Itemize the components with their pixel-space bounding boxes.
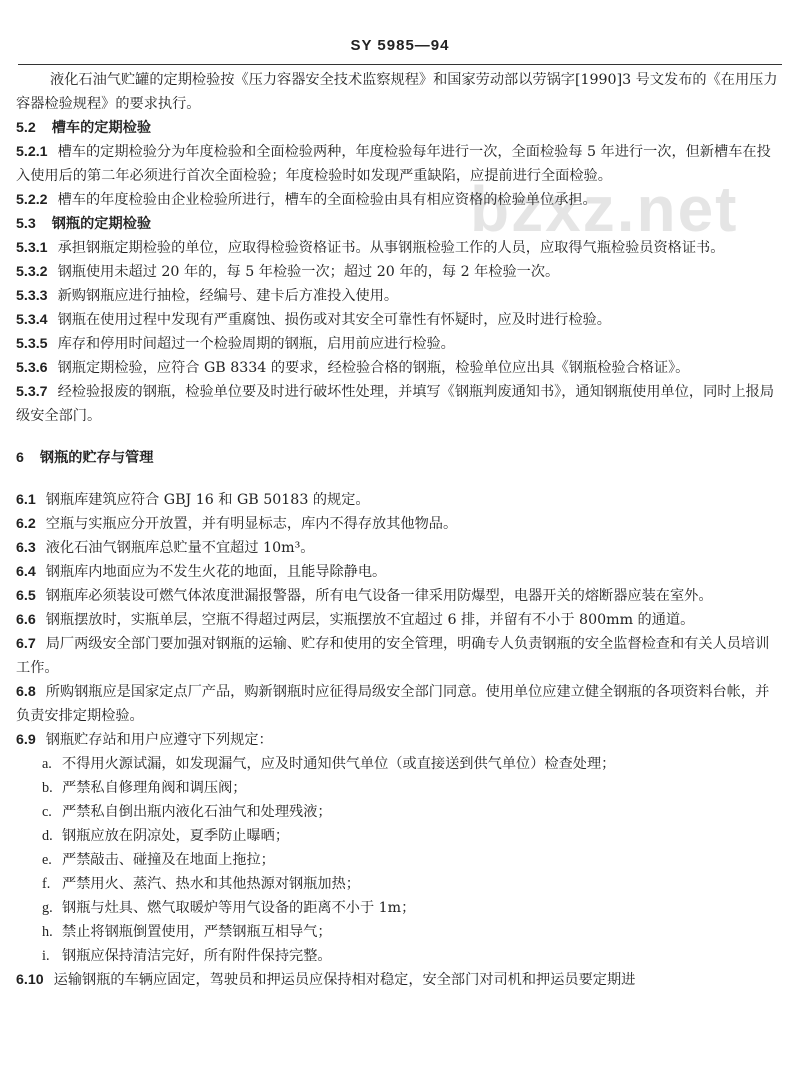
page-header: SY 5985—94 — [350, 37, 450, 54]
list-letter: g. — [42, 900, 53, 916]
clause-text: 槽车的定期检验 — [51, 120, 152, 136]
section-heading — [16, 116, 782, 140]
clause-text: 钢瓶与灶具、燃气取暖炉等用气设备的距离不小于 1m； — [62, 900, 416, 916]
clause-text: 严禁用火、蒸汽、热水和其他热源对钢瓶加热； — [62, 876, 360, 892]
section-heading — [16, 212, 782, 236]
clause-text: 经检验报废的钢瓶，检验单位要及时进行破坏性处理，并填写《钢瓶判废通知书》，通知钢瓶使用单位，同时上报局级安全部门。 — [16, 384, 775, 424]
clause-text: 钢瓶的贮存与管理 — [39, 450, 154, 466]
clause-text: 钢瓶应保持清洁完好，所有附件保持完整。 — [62, 948, 332, 964]
clause-number: 5.3.5 — [16, 336, 48, 352]
clause-text: 液化石油气钢瓶库总贮量不宜超过 10m³。 — [45, 540, 315, 556]
clause-text: 钢瓶贮存站和用户应遵守下列规定： — [45, 732, 273, 748]
clause-number: 5.3.1 — [16, 240, 48, 256]
clause-text: 新购钢瓶应进行抽检，经编号、建卡后方准投入使用。 — [57, 288, 399, 304]
list-item — [42, 872, 782, 896]
list-letter: h. — [42, 924, 53, 940]
clause — [16, 512, 782, 536]
clause-number: 6.10 — [16, 972, 44, 988]
clause-text: 钢瓶库必须装设可燃气体浓度泄漏报警器，所有电气设备一律采用防爆型，电器开关的熔断器应装在室外。 — [45, 588, 713, 604]
clause-number: 5.2.1 — [16, 144, 48, 160]
watermark: bzxz.net — [470, 173, 739, 245]
clause-number: 5.3.4 — [16, 312, 48, 328]
clause-number: 6.4 — [16, 564, 36, 580]
list-item — [42, 776, 782, 800]
list-letter: i. — [42, 948, 50, 964]
clause-text: 运输钢瓶的车辆应固定，驾驶员和押运员应保持相对稳定，安全部门对司机和押运员要定期进 — [53, 972, 636, 988]
section-heading — [16, 446, 782, 470]
clause-text: 钢瓶库内地面应为不发生火花的地面，且能导除静电。 — [45, 564, 387, 580]
list-item — [42, 920, 782, 944]
clause-text: 钢瓶定期检验，应符合 GB 8334 的要求，经检验合格的钢瓶，检验单位应出具《钢瓶检验合格证》。 — [57, 360, 690, 376]
clause-number: 5.2 — [16, 120, 36, 136]
clause-number: 6.8 — [16, 684, 36, 700]
list-item — [42, 800, 782, 824]
section-gap — [16, 428, 782, 446]
clause-number: 5.2.2 — [16, 192, 48, 208]
clause-number: 6.5 — [16, 588, 36, 604]
clause-text: 钢瓶使用未超过 20 年的，每 5 年检验一次；超过 20 年的，每 2 年检验一次。 — [57, 264, 560, 280]
clause — [16, 284, 782, 308]
list-item — [42, 824, 782, 848]
clause — [16, 260, 782, 284]
clause — [16, 188, 782, 212]
clause-number: 6.9 — [16, 732, 36, 748]
clause-text: 空瓶与实瓶应分开放置，并有明显标志，库内不得存放其他物品。 — [45, 516, 458, 532]
clause-text: 库存和停用时间超过一个检验周期的钢瓶，启用前应进行检验。 — [57, 336, 455, 352]
clause-number: 5.3.7 — [16, 384, 48, 400]
clause — [16, 536, 782, 560]
clause-text: 所购钢瓶应是国家定点厂产品，购新钢瓶时应征得局级安全部门同意。使用单位应建立健全钢瓶的各项资料台帐，并负责安排定期检验。 — [16, 684, 770, 724]
clause-text: 钢瓶应放在阴凉处，夏季防止曝晒； — [62, 828, 290, 844]
clause-text: 严禁私自倒出瓶内液化石油气和处理残液； — [62, 804, 332, 820]
paragraph: 液化石油气贮罐的定期检验按《压力容器安全技术监察规程》和国家劳动部以劳锅字[1990]3 号文发布的《在用压力容器检验规程》的要求执行。 — [16, 72, 778, 112]
clause-text: 严禁敲击、碰撞及在地面上拖拉； — [62, 852, 275, 868]
clause-number: 5.3.3 — [16, 288, 48, 304]
list-item — [42, 752, 782, 776]
clause — [16, 356, 782, 380]
list-letter: d. — [42, 828, 53, 844]
clause — [16, 728, 782, 752]
clause-text: 不得用火源试漏，如发现漏气，应及时通知供气单位（或直接送到供气单位）检查处理； — [62, 756, 616, 772]
clause-text: 局厂两级安全部门要加强对钢瓶的运输、贮存和使用的安全管理，明确专人负责钢瓶的安全监督检查和有关人员培训工作。 — [16, 636, 770, 676]
clause — [16, 308, 782, 332]
clause-number: 6.2 — [16, 516, 36, 532]
clause-number: 5.3 — [16, 216, 36, 232]
clause — [16, 332, 782, 356]
clause — [16, 968, 782, 992]
clause-text: 钢瓶的定期检验 — [51, 216, 152, 232]
section-gap — [16, 470, 782, 488]
clause-text: 槽车的年度检验由企业检验所进行，槽车的全面检验由具有相应资格的检验单位承担。 — [57, 192, 597, 208]
clause-text: 钢瓶摆放时，实瓶单层，空瓶不得超过两层，实瓶摆放不宜超过 6 排，并留有不小于 800mm 的通道。 — [45, 612, 695, 628]
list-letter: b. — [42, 780, 53, 796]
list-letter: e. — [42, 852, 52, 868]
document-body — [16, 68, 782, 992]
clause-number: 6.1 — [16, 492, 36, 508]
clause-text: 槽车的定期检验分为年度检验和全面检验两种，年度检验每年进行一次，全面检验每 5 年进行一次，但新槽车在投入使用后的第二年必须进行首次全面检验；年度检验时如发现严重缺陷，应提前进行全面检验。 — [16, 144, 771, 184]
clause-text: 严禁私自修理角阀和调压阀； — [62, 780, 247, 796]
list-letter: c. — [42, 804, 52, 820]
list-item — [42, 848, 782, 872]
list-letter: a. — [42, 756, 52, 772]
clause-number: 6.6 — [16, 612, 36, 628]
clause — [16, 380, 782, 428]
clause-number: 6.7 — [16, 636, 36, 652]
clause-number: 5.3.2 — [16, 264, 48, 280]
clause — [16, 236, 782, 260]
clause — [16, 488, 782, 512]
clause — [16, 608, 782, 632]
clause — [16, 680, 782, 728]
clause-number: 6.3 — [16, 540, 36, 556]
list-letter: f. — [42, 876, 51, 892]
header-rule — [18, 64, 782, 65]
clause-number: 6 — [16, 450, 24, 466]
clause-number: 5.3.6 — [16, 360, 48, 376]
clause — [16, 584, 782, 608]
clause-text: 钢瓶库建筑应符合 GBJ 16 和 GB 50183 的规定。 — [45, 492, 370, 508]
clause — [16, 140, 782, 188]
clause — [16, 632, 782, 680]
clause — [16, 560, 782, 584]
clause-text: 承担钢瓶定期检验的单位，应取得检验资格证书。从事钢瓶检验工作的人员，应取得气瓶检验员资格证书。 — [57, 240, 725, 256]
list-item — [42, 944, 782, 968]
clause-text: 禁止将钢瓶倒置使用，严禁钢瓶互相导气； — [62, 924, 332, 940]
list-item — [42, 896, 782, 920]
clause-text: 钢瓶在使用过程中发现有严重腐蚀、损伤或对其安全可靠性有怀疑时，应及时进行检验。 — [57, 312, 611, 328]
